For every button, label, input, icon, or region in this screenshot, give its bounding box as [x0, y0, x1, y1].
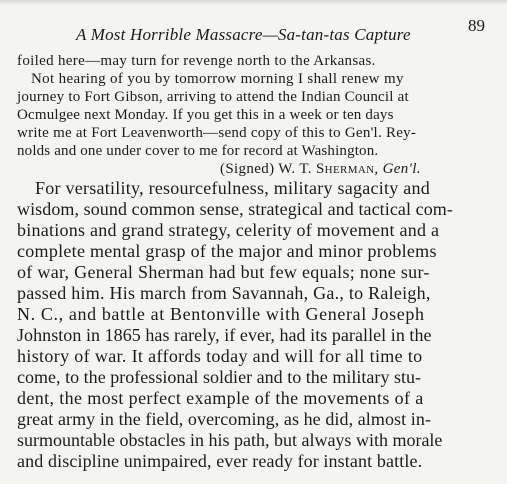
signature-suffix: , Gen'l.	[374, 161, 421, 177]
body-line-13: surmountable obstacles in his path, but always with morale	[17, 430, 443, 450]
signature-name: Sherman	[315, 161, 375, 177]
signature-prefix: (Signed) W. T.	[220, 161, 316, 177]
letter-line-4: Ocmulgee next Monday. If you get this in a week or ten days	[17, 107, 394, 123]
body-line-9: history of war. It affords today and will for all time to	[17, 346, 423, 366]
body-line-6: passed him. His march from Savannah, Ga., to Raleigh,	[17, 283, 431, 303]
body-line-7: N. C., and battle at Bentonville with General Joseph	[17, 304, 425, 324]
letter-line-6: nolds and one under cover to me for record at Washington.	[17, 143, 379, 159]
body-line-3: binations and grand strategy, celerity of movement and a	[17, 220, 440, 240]
page-number: 89	[468, 16, 485, 35]
letter-signature	[220, 161, 421, 178]
chapter-title: A Most Horrible Massacre—Sa-tan-tas Capture	[76, 25, 411, 44]
body-line-8: Johnston in 1865 has rarely, if ever, had its parallel in the	[17, 325, 432, 345]
page-top-edge	[0, 0, 507, 5]
letter-line-5: write me at Fort Leavenworth—send copy of this to Gen'l. Rey-	[17, 125, 417, 141]
body-line-5: of war, General Sherman had but few equals; none sur-	[17, 262, 430, 282]
body-line-10: come, to the professional soldier and to the military stu-	[17, 367, 422, 387]
body-line-12: great army in the field, overcoming, as he did, almost in-	[17, 409, 432, 429]
running-head	[68, 15, 488, 45]
letter-line-1: foiled here—may turn for revenge north to the Arkansas.	[17, 53, 376, 69]
letter-line-2: Not hearing of you by tomorrow morning I shall renew my	[31, 71, 404, 87]
body-line-2: wisdom, sound common sense, strategical and tactical com-	[17, 199, 453, 219]
body-line-1: For versatility, resourcefulness, military sagacity and	[35, 178, 430, 198]
body-line-14: and discipline unimpaired, ever ready for instant battle.	[17, 451, 423, 471]
body-line-11: dent, the most perfect example of the movements of a	[17, 388, 424, 408]
body-line-4: complete mental grasp of the major and minor problems	[17, 241, 437, 261]
letter-line-3: journey to Fort Gibson, arriving to attend the Indian Council at	[17, 89, 409, 105]
